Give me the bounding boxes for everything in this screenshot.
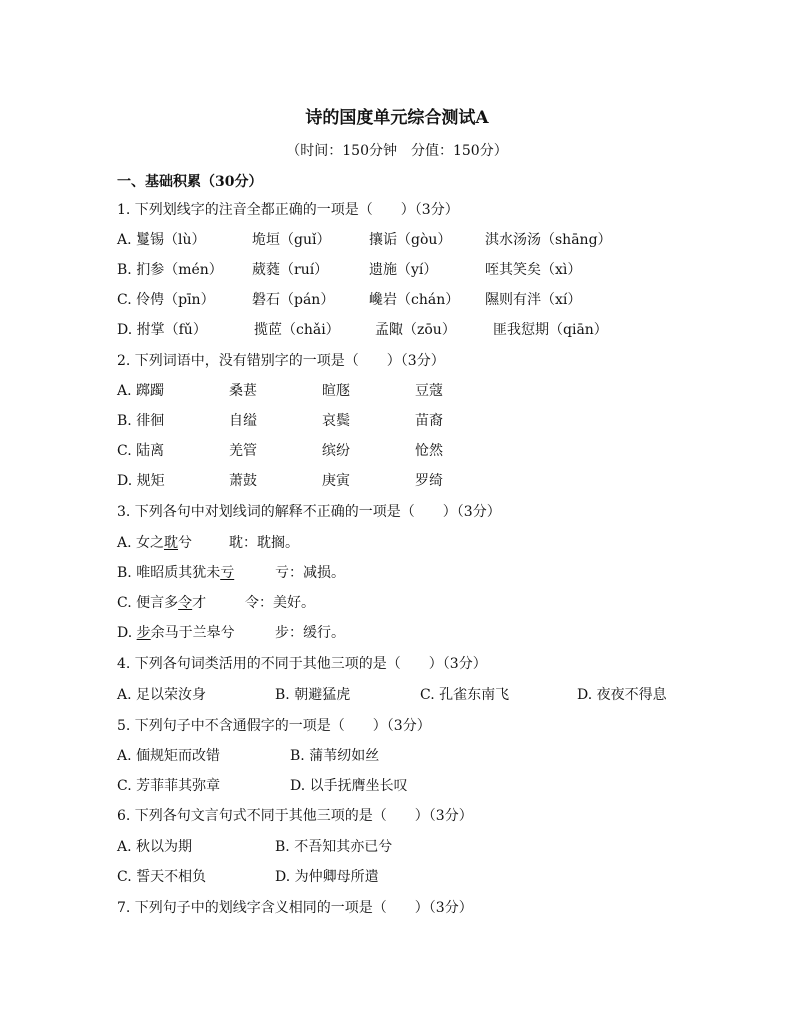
question-3-stem: 3. 下列各句中对划线词的解释不正确的一项是（ ）（3分） (117, 504, 501, 520)
question-2-option: D. 规矩 萧鼓 庚寅 罗绮 (117, 473, 443, 489)
page-subtitle: （时间：150分钟 分值：150分） (286, 143, 508, 159)
question-1-option: D. 拊掌（fǔ） 揽茝（chǎi） 孟陬（zōu） 匪我愆期（qiān） (117, 322, 608, 338)
question-3-option: C. 便言多令才 令：美好。 (117, 595, 315, 611)
question-3-option: A. 女之耽兮 耽：耽搁。 (117, 535, 299, 551)
question-1-option: B. 扪参（mén） 葳蕤（ruí） 遗施（yí） 咥其笑矣（xì） (117, 262, 582, 278)
question-3-option: D. 步余马于兰皋兮 步：缓行。 (117, 625, 345, 641)
question-2-option: A. 踯躅 桑葚 暄豗 豆蔻 (117, 383, 443, 399)
question-1-option: A. 鬘锡（lù） 垝垣（guǐ） 攘诟（gòu） 淇水汤汤（shāng） (117, 232, 612, 248)
question-2-option: B. 徘徊 自缢 哀鬓 苗裔 (117, 413, 443, 429)
page-title: 诗的国度单元综合测试A (305, 108, 489, 128)
question-2-stem: 2. 下列词语中，没有错别字的一项是（ ）（3分） (117, 353, 445, 369)
question-5-stem: 5. 下列句子中不含通假字的一项是（ ）（3分） (117, 718, 431, 734)
question-1-option: C. 伶俜（pīn） 磐石（pán） 巉岩（chán） 隰则有泮（xí） (117, 292, 582, 308)
question-4-options: A. 足以荣汝身 B. 朝避猛虎 C. 孔雀东南飞 D. 夜夜不得息 (117, 687, 667, 703)
question-2-option: C. 陆离 羌管 缤纷 怆然 (117, 443, 443, 459)
question-6-option: C. 誓天不相负 D. 为仲卿母所遣 (117, 869, 379, 885)
question-4-stem: 4. 下列各句词类活用的不同于其他三项的是（ ）（3分） (117, 656, 487, 672)
question-1-stem: 1. 下列划线字的注音全都正确的一项是（ ）（3分） (117, 202, 459, 218)
question-5-option: C. 芳菲菲其弥章 D. 以手抚膺坐长叹 (117, 778, 408, 794)
question-7-stem: 7. 下列句子中的划线字含义相同的一项是（ ）（3分） (117, 900, 473, 916)
question-6-option: A. 秋以为期 B. 不吾知其亦已兮 (117, 839, 393, 855)
question-5-option: A. 偭规矩而改错 B. 蒲苇纫如丝 (117, 748, 380, 764)
question-3-option: B. 唯昭质其犹未亏 亏：减损。 (117, 565, 345, 581)
section-heading: 一、基础积累（30分） (117, 174, 263, 190)
question-6-stem: 6. 下列各句文言句式不同于其他三项的是（ ）（3分） (117, 808, 473, 824)
